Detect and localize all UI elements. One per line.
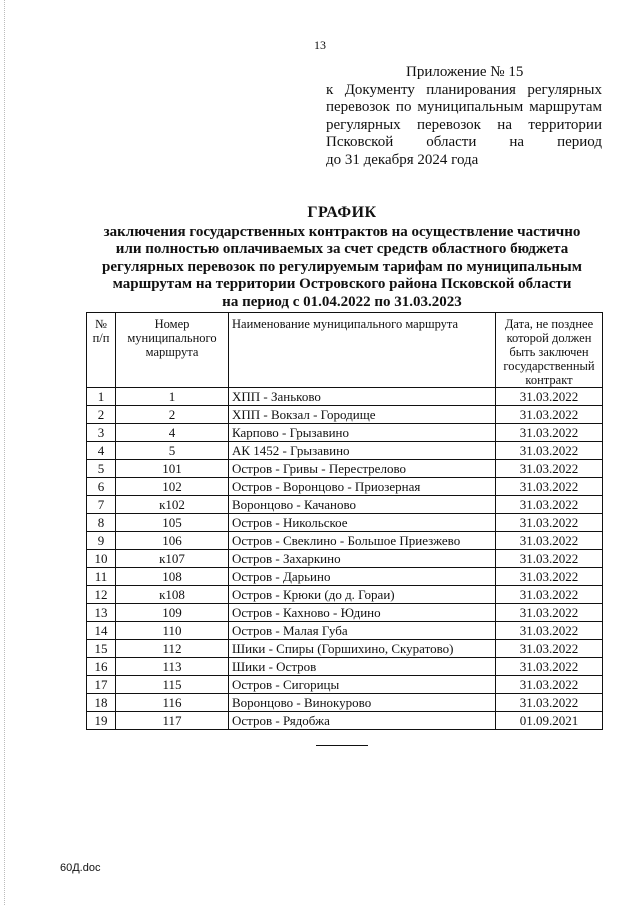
- cell-route-number: 102: [116, 478, 229, 496]
- cell-route-number: 106: [116, 532, 229, 550]
- cell-route-name: Воронцово - Качаново: [229, 496, 496, 514]
- cell-contract-date: 31.03.2022: [496, 514, 603, 532]
- heading-line: на период с 01.04.2022 по 31.03.2023: [222, 293, 462, 310]
- table-row: [87, 712, 603, 730]
- cell-contract-date: 01.09.2021: [496, 712, 603, 730]
- table-row: [87, 514, 603, 532]
- appendix-line: к Документу планирования регулярных: [326, 81, 602, 98]
- appendix-title: Приложение № 15: [406, 64, 524, 80]
- cell-route-number: 115: [116, 676, 229, 694]
- appendix-line: регулярных перевозок на территории: [326, 116, 602, 133]
- cell-num: 4: [87, 442, 116, 460]
- table-row: [87, 478, 603, 496]
- table-row: [87, 388, 603, 406]
- cell-route-number: 116: [116, 694, 229, 712]
- cell-contract-date: 31.03.2022: [496, 532, 603, 550]
- cell-route-number: к102: [116, 496, 229, 514]
- cell-contract-date: 31.03.2022: [496, 550, 603, 568]
- cell-route-number: 5: [116, 442, 229, 460]
- cell-contract-date: 31.03.2022: [496, 442, 603, 460]
- table-row: [87, 460, 603, 478]
- cell-route-name: Карпово - Грызавино: [229, 424, 496, 442]
- cell-contract-date: 31.03.2022: [496, 406, 603, 424]
- header-num: № п/п: [87, 313, 116, 388]
- end-rule: [316, 745, 368, 746]
- cell-contract-date: 31.03.2022: [496, 568, 603, 586]
- cell-route-name: ХПП - Вокзал - Городище: [229, 406, 496, 424]
- cell-num: 15: [87, 640, 116, 658]
- cell-route-name: Остров - Дарьино: [229, 568, 496, 586]
- cell-num: 12: [87, 586, 116, 604]
- cell-route-name: ХПП - Заньково: [229, 388, 496, 406]
- table-row: [87, 586, 603, 604]
- cell-num: 9: [87, 532, 116, 550]
- heading-title: ГРАФИК: [307, 204, 377, 221]
- cell-contract-date: 31.03.2022: [496, 640, 603, 658]
- cell-contract-date: 31.03.2022: [496, 424, 603, 442]
- heading-line: заключения государственных контрактов на осуществление частично: [103, 223, 581, 240]
- appendix-line: до 31 декабря 2024 года: [326, 151, 479, 168]
- cell-contract-date: 31.03.2022: [496, 388, 603, 406]
- table-row: [87, 658, 603, 676]
- cell-route-name: Шики - Остров: [229, 658, 496, 676]
- cell-route-name: Остров - Захаркино: [229, 550, 496, 568]
- heading-line: маршрутам на территории Островского района Псковской области: [112, 276, 572, 293]
- table-row: [87, 640, 603, 658]
- cell-num: 17: [87, 676, 116, 694]
- table-row: [87, 604, 603, 622]
- cell-route-name: АК 1452 - Грызавино: [229, 442, 496, 460]
- cell-route-number: 2: [116, 406, 229, 424]
- cell-contract-date: 31.03.2022: [496, 586, 603, 604]
- appendix-line: Псковской области на период: [326, 134, 602, 150]
- cell-contract-date: 31.03.2022: [496, 460, 603, 478]
- cell-num: 16: [87, 658, 116, 676]
- cell-route-name: Остров - Гривы - Перестрелово: [229, 460, 496, 478]
- cell-route-number: 110: [116, 622, 229, 640]
- table-row: [87, 496, 603, 514]
- cell-route-name: Остров - Воронцово - Приозерная: [229, 478, 496, 496]
- footer-filename: 60Д.doc: [60, 862, 101, 874]
- table-row: [87, 676, 603, 694]
- table-header-row: [87, 313, 603, 388]
- cell-num: 10: [87, 550, 116, 568]
- cell-route-number: 101: [116, 460, 229, 478]
- cell-route-name: Остров - Свеклино - Большое Приезжево: [229, 532, 496, 550]
- cell-route-number: 4: [116, 424, 229, 442]
- cell-route-number: 117: [116, 712, 229, 730]
- cell-num: 14: [87, 622, 116, 640]
- cell-route-number: 113: [116, 658, 229, 676]
- cell-num: 7: [87, 496, 116, 514]
- cell-num: 11: [87, 568, 116, 586]
- scan-margin-line: [4, 0, 5, 905]
- header-route-name: Наименование муниципального маршрута: [229, 313, 496, 388]
- cell-route-name: Остров - Сигорицы: [229, 676, 496, 694]
- cell-num: 2: [87, 406, 116, 424]
- cell-route-number: 112: [116, 640, 229, 658]
- appendix-body: [326, 82, 602, 170]
- routes-table: [86, 312, 603, 730]
- cell-contract-date: 31.03.2022: [496, 622, 603, 640]
- cell-num: 5: [87, 460, 116, 478]
- cell-route-number: 105: [116, 514, 229, 532]
- cell-num: 1: [87, 388, 116, 406]
- cell-route-number: 1: [116, 388, 229, 406]
- table-row: [87, 532, 603, 550]
- table-row: [87, 406, 603, 424]
- cell-route-name: Остров - Малая Губа: [229, 622, 496, 640]
- cell-route-number: 108: [116, 568, 229, 586]
- table-row: [87, 550, 603, 568]
- cell-route-name: Шики - Спиры (Горшихино, Скуратово): [229, 640, 496, 658]
- cell-route-name: Остров - Рядобжа: [229, 712, 496, 730]
- page-number: 13: [314, 38, 326, 52]
- cell-contract-date: 31.03.2022: [496, 478, 603, 496]
- cell-contract-date: 31.03.2022: [496, 658, 603, 676]
- table-row: [87, 568, 603, 586]
- heading-line: или полностью оплачиваемых за счет средств областного бюджета: [115, 241, 569, 258]
- table-row: [87, 694, 603, 712]
- cell-route-number: к108: [116, 586, 229, 604]
- cell-route-name: Воронцово - Винокурово: [229, 694, 496, 712]
- table-row: [87, 622, 603, 640]
- appendix-block: [326, 64, 602, 169]
- cell-route-name: Остров - Крюки (до д. Гораи): [229, 586, 496, 604]
- cell-num: 18: [87, 694, 116, 712]
- cell-route-number: к107: [116, 550, 229, 568]
- appendix-line: перевозок по муниципальным маршрутам: [326, 99, 602, 115]
- cell-contract-date: 31.03.2022: [496, 676, 603, 694]
- cell-route-number: 109: [116, 604, 229, 622]
- cell-num: 8: [87, 514, 116, 532]
- cell-contract-date: 31.03.2022: [496, 604, 603, 622]
- cell-num: 13: [87, 604, 116, 622]
- table-body: [87, 388, 603, 730]
- cell-contract-date: 31.03.2022: [496, 694, 603, 712]
- cell-num: 6: [87, 478, 116, 496]
- cell-num: 3: [87, 424, 116, 442]
- table-row: [87, 442, 603, 460]
- cell-num: 19: [87, 712, 116, 730]
- cell-route-name: Остров - Кахново - Юдино: [229, 604, 496, 622]
- table-row: [87, 424, 603, 442]
- header-contract-date: Дата, не позднее которой должен быть заключен государственный контракт: [496, 313, 603, 388]
- cell-route-name: Остров - Никольское: [229, 514, 496, 532]
- document-heading: [92, 204, 592, 312]
- heading-line: регулярных перевозок по регулируемым тарифам по муниципальным: [102, 258, 582, 275]
- header-route-number: Номер муниципального маршрута: [116, 313, 229, 388]
- cell-contract-date: 31.03.2022: [496, 496, 603, 514]
